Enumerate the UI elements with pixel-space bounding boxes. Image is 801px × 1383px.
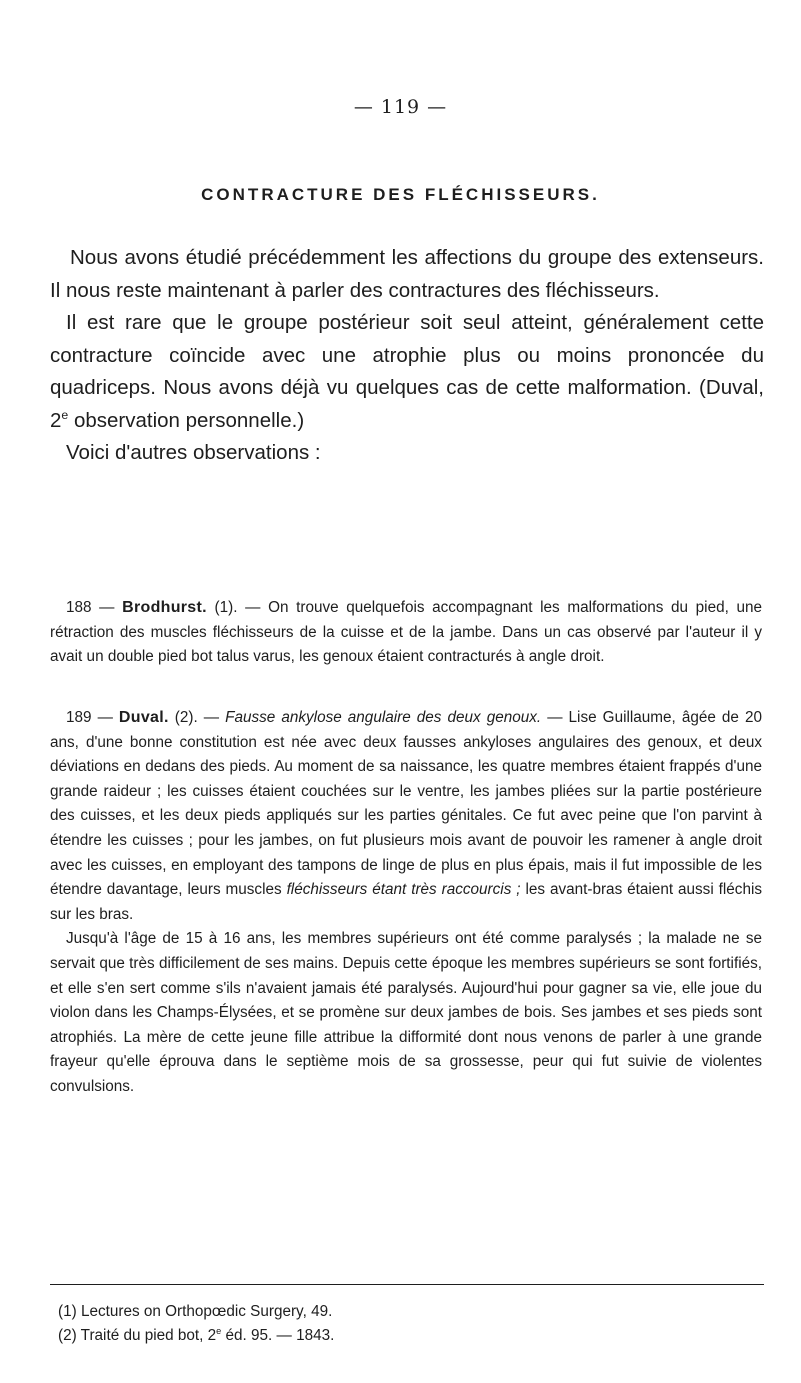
footnote-divider bbox=[50, 1284, 764, 1285]
observation-189 bbox=[50, 706, 762, 1100]
observation-188 bbox=[50, 596, 762, 670]
intro-paragraph-2: Il est rare que le groupe postérieur soit seul atteint, généralement cette contracture coïncide avec une atrophie plus ou moins prononcée du quadriceps. Nous avons déjà vu quelques cas de cette malformation. (Duval, 2e observation personnelle.) bbox=[50, 311, 764, 432]
observation-number: 188 — bbox=[66, 599, 123, 616]
intro-section bbox=[50, 242, 764, 470]
observation-189-paragraph-1: 189 — Duval. (2). — Fausse ankylose angulaire des deux genoux. — Lise Guillaume, âgée de 20 ans, d'une bonne constitution est née avec deux fausses ankyloses angulaires des genoux, et deux déviations en dedans des pieds. Au moment de sa naissance, les quatre membres étaient frappés d'une grande raideur ; les cuisses étaient couchées sur le ventre, les jambes pliées sur la partie postérieure des cuisses, et les deux pieds appliqués sur les parties génitales. Ce fut avec peine que l'on parvint à étendre les cuisses ; pour les jambes, on fut plusieurs mois avant de pouvoir les ramener à angle droit avec les cuisses, en employant des tampons de linge de plus en plus épais, mais il fut impossible de les étendre davantage, leurs muscles fléchisseurs étant très raccourcis ; les avant-bras étaient aussi fléchis sur les bras. bbox=[50, 709, 762, 923]
page-number: — 119 — bbox=[353, 96, 448, 118]
observation-number: 189 — bbox=[66, 709, 119, 726]
footnote-2: (2) Traité du pied bot, 2e éd. 95. — 1843. bbox=[58, 1325, 335, 1344]
observation-189-paragraph-2: Jusqu'à l'âge de 15 à 16 ans, les membres supérieurs ont été comme paralysés ; la malade ne se servait que très difficilement de ses mains. Depuis cette époque les membres supérieurs se sont fortifiés, et elle s'en sert comme s'ils n'avaient jamais été paralysés. Aujourd'hui pour gagner sa vie, elle joue du violon dans les Champs-Élysées, et se promène sur deux jambes de bois. Ses jambes et ses pieds sont atrophiés. La mère de cette jeune fille attribue la difformité dont nous venons de parler à une grande frayeur qu'elle éprouva dans le septième mois de sa grossesse, peur qui fut suivie de violentes convulsions. bbox=[50, 930, 762, 1095]
footnote-1: (1) Lectures on Orthopœdic Surgery, 49. bbox=[58, 1303, 333, 1320]
observation-author: Brodhurst. bbox=[122, 599, 207, 616]
footnotes bbox=[58, 1300, 758, 1348]
intro-paragraph-3: Voici d'autres observations : bbox=[66, 441, 321, 464]
chapter-title: CONTRACTURE DES FLÉCHISSEURS. bbox=[201, 185, 600, 204]
observation-188-paragraph: 188 — Brodhurst. (1). — On trouve quelquefois accompagnant les malformations du pied, une rétraction des muscles fléchisseurs de la cuisse et de la jambe. Dans un cas observé par l'auteur il y avait un double pied bot talus varus, les genoux étaient contracturés à angle droit. bbox=[50, 599, 763, 666]
observation-title: Fausse ankylose angulaire des deux genoux. bbox=[225, 709, 542, 726]
intro-paragraph-1: Nous avons étudié précédemment les affections du groupe des extenseurs. Il nous reste maintenant à parler des contractures des fléchisseurs. bbox=[50, 246, 764, 302]
observation-author: Duval. bbox=[118, 709, 169, 726]
